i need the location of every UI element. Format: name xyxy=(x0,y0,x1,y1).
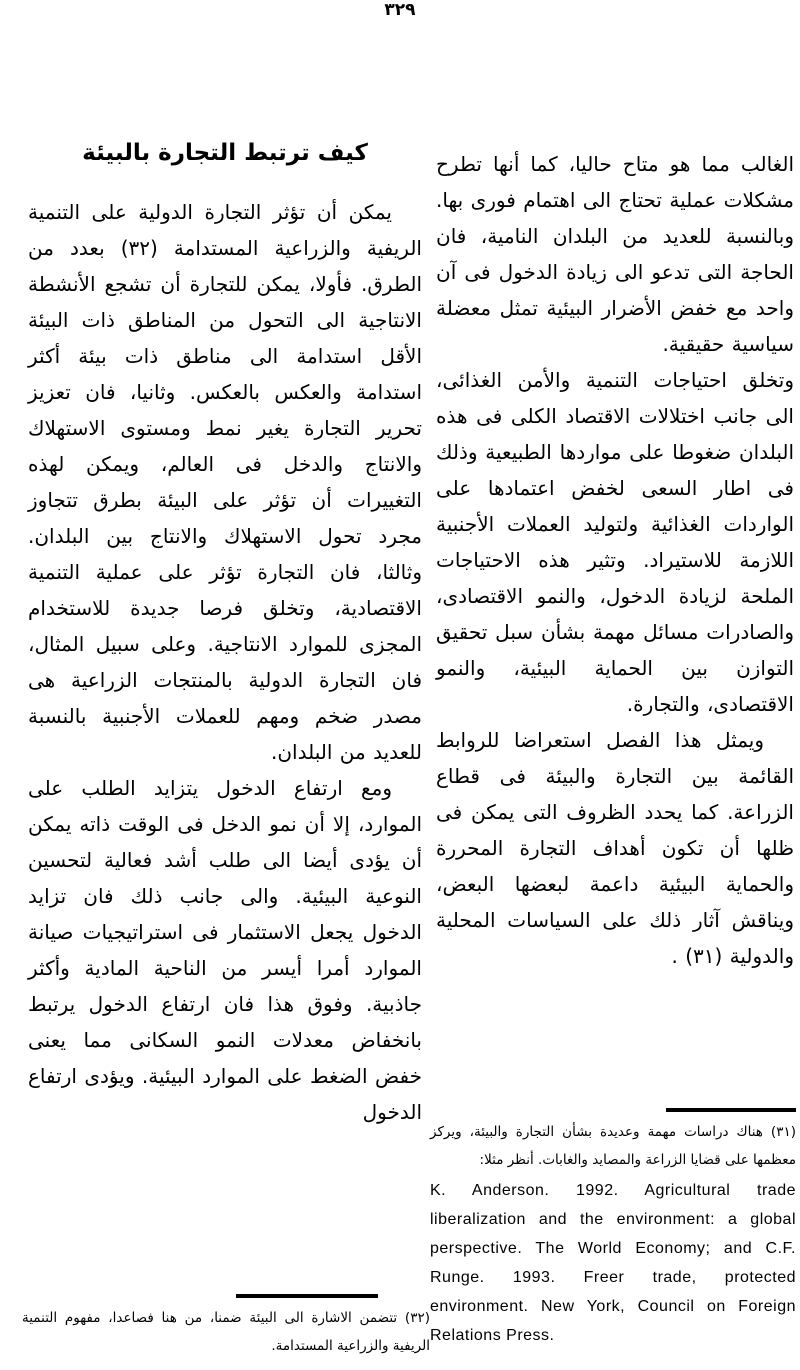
paragraph: وتخلق احتياجات التنمية والأمن الغذائى، الى جانب اختلالات الاقتصاد الكلى فى هذه البلدان ضغوطا على مواردها الطبيعية وذلك فى اطار السعى لخفض اعتمادها على الواردات الغذائية ولتوليد العملات الأجنبية اللازمة للاستيراد. وتثير هذه الاحتياجات الملحة لزيادة الدخول، والنمو الاقتصادى، والصادرات مسائل مهمة بشأن سبل تحقيق التوازن بين الحماية البيئية، والنمو الاقتصادى، والتجارة. xyxy=(436,368,794,716)
footnote-separator-rule xyxy=(236,1294,378,1298)
paragraph: ويمثل هذا الفصل استعراضا للروابط القائمة بين التجارة والبيئة فى قطاع الزراعة. كما يحدد الظروف التى يمكن فى ظلها أن تكون أهداف التجارة المحررة والحماية البيئية داعمة لبعضها البعض، ويناقش آثار ذلك على السياسات المحلية والدولية (٣١) . xyxy=(436,728,794,968)
footnote-32 xyxy=(22,1294,430,1360)
footnote-arabic-text: (٣١) هناك دراسات مهمة وعديدة بشأن التجارة والبيئة، ويركز معظمها على قضايا الزراعة والمصايد والغابات. أنظر مثلا: xyxy=(430,1124,796,1168)
right-column xyxy=(436,146,794,974)
section-heading: كيف ترتبط التجارة بالبيئة xyxy=(82,140,368,166)
page-number: ٣٢٩ xyxy=(384,0,416,20)
footnote-separator-rule xyxy=(666,1108,796,1112)
paragraph: يمكن أن تؤثر التجارة الدولية على التنمية الريفية والزراعية المستدامة (٣٢) بعدد من الطرق. فأولا، يمكن للتجارة أن تشجع الأنشطة الانتاجية الى التحول من المناطق ذات البيئة الأقل استدامة الى مناطق ذات بيئة أكثر استدامة والعكس بالعكس. وثانيا، فان تعزيز تحرير التجارة يغير نمط ومستوى الاستهلاك والانتاج والدخل فى العالم، ويمكن لهذه التغييرات أن تؤثر على البيئة بطرق تتجاوز مجرد تحول الاستهلاك والانتاج بين البلدان. وثالثا، فان التجارة تؤثر على عملية التنمية الاقتصادية، وتخلق فرصا جديدة للاستخدام المجزى للموارد الانتاجية. وعلى سبيل المثال، فان التجارة الدولية بالمنتجات الزراعية هى مصدر ضخم ومهم للعملات الأجنبية بالنسبة للعديد من البلدان. xyxy=(28,200,422,764)
paragraph-continuation: الغالب مما هو متاح حاليا، كما أنها تطرح مشكلات عملية تحتاج الى اهتمام فورى بها. وبالنسبة للعديد من البلدان النامية، فان الحاجة التى تدعو الى زيادة الدخول فى آن واحد مع خفض الأضرار البيئية تمثل معضلة سياسية حقيقية. xyxy=(436,152,794,356)
footnote-english-citation: K. Anderson. 1992. Agricultural trade liberalization and the environment: a global perspective. The World Economy; and C.F. Runge. 1993. Freer trade, protected environment. New York, Council on Foreign Relations Press. xyxy=(430,1182,796,1344)
left-column xyxy=(28,140,422,1130)
footnote-31 xyxy=(430,1108,796,1350)
paragraph: ومع ارتفاع الدخول يتزايد الطلب على الموارد، إلا أن نمو الدخل فى الوقت ذاته يمكن أن يؤدى أيضا الى طلب أشد فعالية لتحسين النوعية البيئية. والى جانب ذلك فان تزايد الدخول يجعل الاستثمار فى استراتيجيات صيانة الموارد أمرا أيسر من الناحية المادية وأكثر جاذبية. وفوق هذا فان ارتفاع الدخول يرتبط بانخفاض معدلات النمو السكانى مما يعنى خفض الضغط على الموارد البيئية. ويؤدى ارتفاع الدخول xyxy=(28,776,422,1124)
footnote-arabic-text: (٣٢) تتضمن الاشارة الى البيئة ضمنا، من هنا فصاعدا، مفهوم التنمية الريفية والزراعية المستدامة. xyxy=(22,1310,430,1354)
